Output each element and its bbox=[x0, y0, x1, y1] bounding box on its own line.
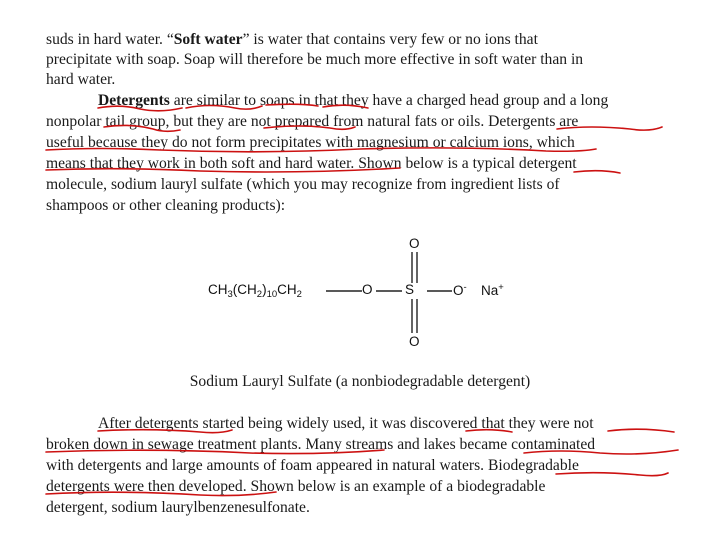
oxygen-ion-atom: O- bbox=[453, 282, 467, 298]
sodium-ion: Na+ bbox=[481, 282, 504, 298]
alkyl-chain-label: $CH_3(CH_2)_{10}CH_2$ bbox=[208, 282, 302, 300]
paragraph2-line3: useful because they do not form precipitates with magnesium or calcium ions, which bbox=[46, 134, 575, 151]
text-span: suds in hard water. “ bbox=[46, 31, 174, 48]
text-span: ” is water that contains very few or no ions that bbox=[242, 31, 538, 48]
paragraph3-line4: detergents were then developed. Shown below is an example of a biodegradable bbox=[46, 478, 546, 495]
figure-caption: Sodium Lauryl Sulfate (a nonbiodegradable detergent) bbox=[189, 373, 531, 390]
paragraph3-line3: with detergents and large amounts of foam appeared in natural waters. Biodegradable bbox=[46, 457, 579, 474]
annotation-underline bbox=[574, 171, 620, 173]
oxygen-link-atom: O bbox=[362, 282, 373, 297]
paragraph3-line2: broken down in sewage treatment plants. Many streams and lakes became contaminated bbox=[46, 436, 596, 453]
paragraph3-line5: detergent, sodium laurylbenzenesulfonate. bbox=[46, 499, 310, 516]
oxygen-bottom-atom: O bbox=[409, 334, 420, 349]
sulfur-atom: S bbox=[405, 282, 415, 297]
soft-water-term: Soft water bbox=[173, 31, 243, 48]
paragraph3-line1: After detergents started being widely used, it was discovered that they were not bbox=[98, 415, 594, 432]
oxygen-top-atom: O bbox=[409, 236, 420, 251]
detergents-term: Detergents bbox=[98, 92, 170, 109]
paragraph2-line4: means that they work in both soft and hard water. Shown below is a typical detergent bbox=[46, 155, 577, 172]
paragraph1-line1 bbox=[46, 30, 538, 50]
paragraph2-line2: nonpolar tail group, but they are not prepared from natural fats or oils. Detergents are bbox=[46, 113, 579, 130]
paragraph2-line1 bbox=[98, 91, 608, 111]
paragraph2-line6: shampoos or other cleaning products): bbox=[46, 197, 286, 214]
annotation-underline bbox=[608, 429, 674, 432]
paragraph2-line5: molecule, sodium lauryl sulfate (which you may recognize from ingredient lists of bbox=[46, 176, 560, 193]
text-span: are similar to soaps in that they have a charged head group and a long bbox=[169, 92, 609, 109]
paragraph1-line3: hard water. bbox=[46, 71, 116, 88]
paragraph1-line2: precipitate with soap. Soap will therefore be much more effective in soft water than in bbox=[46, 51, 584, 68]
